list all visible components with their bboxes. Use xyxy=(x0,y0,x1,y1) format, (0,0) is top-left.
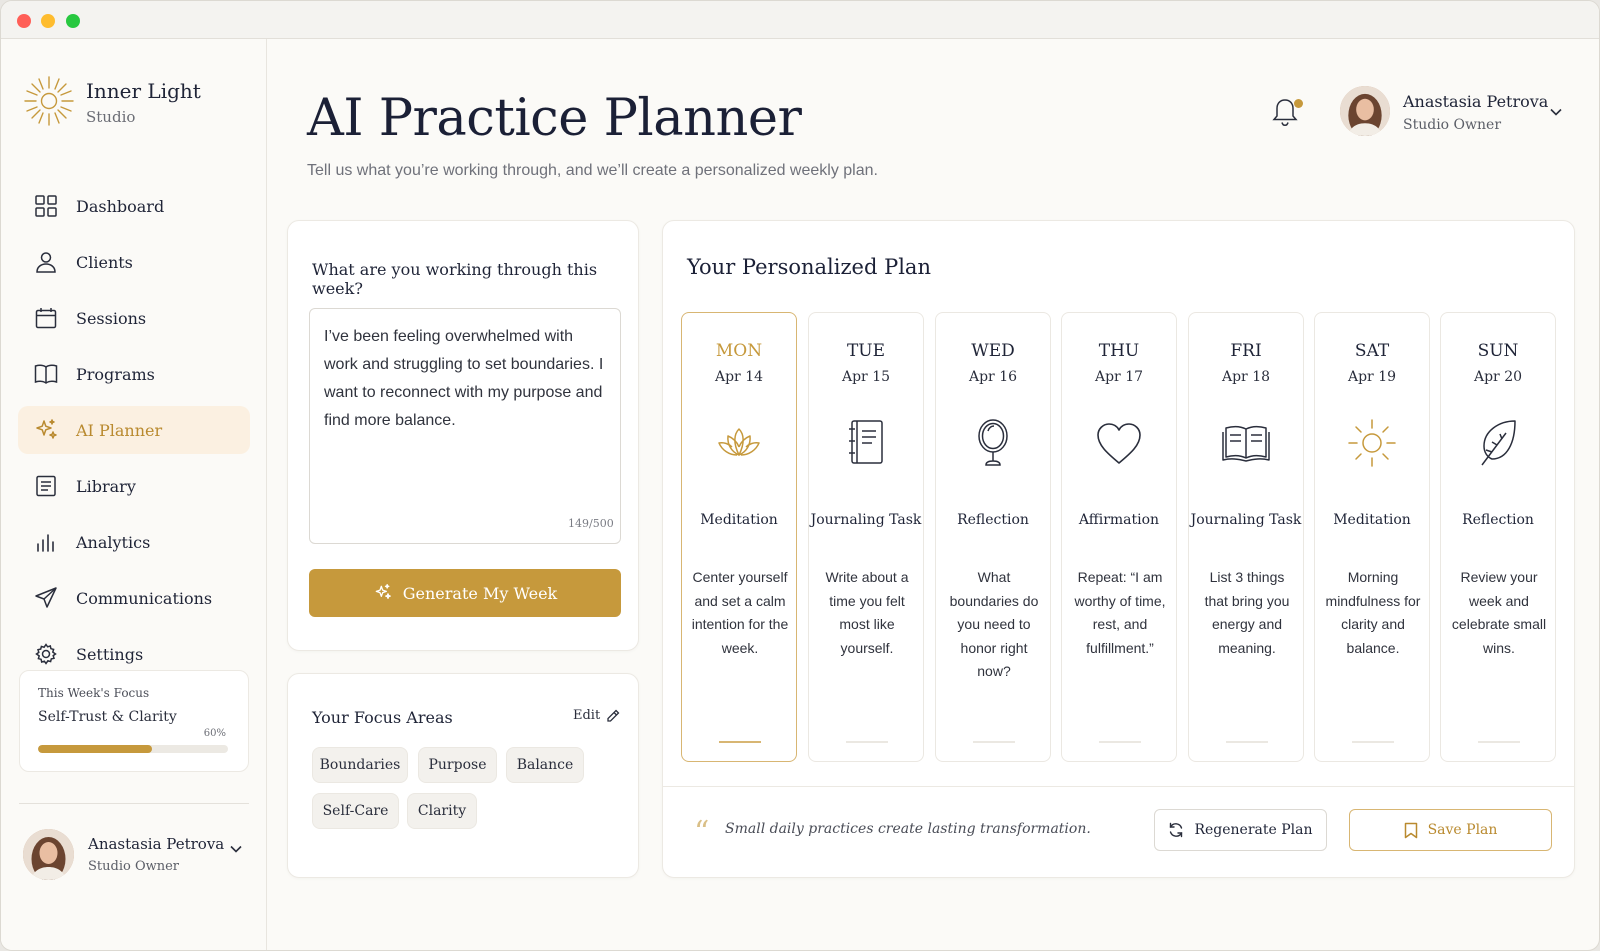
week-focus-percent: 60% xyxy=(203,728,226,739)
chevron-down-icon[interactable] xyxy=(1549,104,1563,123)
sun-icon xyxy=(1315,417,1429,469)
header-user-role: Studio Owner xyxy=(1403,117,1502,133)
sidebar-item-label: Sessions xyxy=(76,308,147,328)
leaf-icon xyxy=(1441,417,1555,469)
practice-description: Morning mindfulness for clarity and balance. xyxy=(1325,569,1421,656)
plan-title: Your Personalized Plan xyxy=(687,255,931,279)
focus-chip-self-care[interactable]: Self-Care xyxy=(312,793,399,829)
brand-name xyxy=(86,79,201,126)
focus-chip-clarity[interactable]: Clarity xyxy=(407,793,477,829)
day-card-thu[interactable] xyxy=(1061,312,1177,762)
day-name: WED xyxy=(971,341,1015,361)
day-card-mon[interactable] xyxy=(681,312,797,762)
practice-description: Center yourself and set a calm intention for the week. xyxy=(691,569,789,656)
sidebar-item-analytics[interactable] xyxy=(18,518,250,566)
sparkle-icon xyxy=(373,583,393,603)
sidebar-item-label: Library xyxy=(76,476,136,496)
regenerate-plan-label: Regenerate Plan xyxy=(1194,822,1313,838)
practice-type: Meditation xyxy=(700,512,778,528)
plan-quote: Small daily practices create lasting transformation. xyxy=(725,821,1091,837)
day-date: Apr 17 xyxy=(1094,369,1144,385)
bookmark-icon xyxy=(1404,822,1418,839)
sidebar-item-library[interactable] xyxy=(18,462,250,510)
sidebar-user-profile[interactable] xyxy=(23,829,253,885)
sidebar-user-role: Studio Owner xyxy=(88,859,180,874)
send-icon xyxy=(34,586,58,610)
sidebar-item-label: Analytics xyxy=(76,532,151,552)
sidebar-nav xyxy=(18,182,250,686)
day-date: Apr 20 xyxy=(1473,369,1523,385)
practice-type: Journaling Task xyxy=(1190,512,1302,528)
practice-description: Repeat: “I am worthy of time, rest, and fulfillment.” xyxy=(1074,569,1166,656)
quote-icon: “ xyxy=(694,815,710,850)
week-focus-progress-fill xyxy=(38,745,152,753)
day-indicator xyxy=(1226,741,1268,743)
week-description-textarea[interactable] xyxy=(309,308,621,544)
sidebar-item-clients[interactable] xyxy=(18,238,250,286)
notification-dot xyxy=(1294,99,1303,108)
refresh-icon xyxy=(1168,822,1184,838)
day-indicator xyxy=(1478,741,1520,743)
save-plan-button[interactable] xyxy=(1349,809,1552,851)
week-focus-title: This Week's Focus xyxy=(38,686,150,700)
week-input-card xyxy=(287,220,639,651)
sun-logo-icon xyxy=(23,75,75,127)
sidebar-item-dashboard[interactable] xyxy=(18,182,250,230)
day-indicator xyxy=(1352,741,1394,743)
day-name: SAT xyxy=(1354,341,1390,361)
sparkle-icon xyxy=(34,418,58,442)
document-icon xyxy=(34,474,58,498)
lotus-icon xyxy=(682,417,796,469)
day-card-fri[interactable] xyxy=(1188,312,1304,762)
practice-description: What boundaries do you need to honor right now? xyxy=(949,569,1039,679)
sidebar-item-sessions[interactable] xyxy=(18,294,250,342)
day-indicator xyxy=(973,741,1015,743)
title-bar xyxy=(1,1,1599,39)
practice-type: Affirmation xyxy=(1078,512,1160,528)
week-focus-card xyxy=(19,670,249,772)
day-card-sun[interactable] xyxy=(1440,312,1556,762)
sidebar-item-label: AI Planner xyxy=(76,420,163,440)
sidebar-user-name: Anastasia Petrova xyxy=(88,835,225,853)
day-date: Apr 18 xyxy=(1221,369,1271,385)
day-name: THU xyxy=(1098,341,1140,361)
day-date: Apr 14 xyxy=(714,369,764,385)
avatar xyxy=(1340,86,1390,136)
practice-type: Journaling Task xyxy=(810,512,922,528)
day-name: TUE xyxy=(846,341,886,361)
week-question-label: What are you working through this week? xyxy=(312,260,598,298)
day-card-sat[interactable] xyxy=(1314,312,1430,762)
week-focus-progress-bar xyxy=(38,745,228,753)
bar-chart-icon xyxy=(34,530,58,554)
book-icon xyxy=(34,362,58,386)
chevron-down-icon[interactable] xyxy=(229,841,243,860)
heart-icon xyxy=(1062,417,1176,469)
sidebar-item-label: Clients xyxy=(76,252,133,272)
mirror-icon xyxy=(936,417,1050,469)
grid-icon xyxy=(34,194,58,218)
sidebar-item-ai-planner[interactable] xyxy=(18,406,250,454)
plan-footer-divider xyxy=(663,786,1574,787)
day-name: SUN xyxy=(1477,341,1519,361)
gear-icon xyxy=(34,642,58,666)
day-card-tue[interactable] xyxy=(808,312,924,762)
character-count: 149/500 xyxy=(568,517,614,530)
day-date: Apr 15 xyxy=(841,369,891,385)
brand-subtitle: Studio xyxy=(86,108,136,126)
personalized-plan-card xyxy=(662,220,1575,878)
page-title: AI Practice Planner xyxy=(307,89,802,148)
practice-type: Reflection xyxy=(957,512,1029,528)
day-name: FRI xyxy=(1230,341,1262,361)
edit-label: Edit xyxy=(573,708,601,723)
practice-description: List 3 things that bring you energy and meaning. xyxy=(1204,569,1290,656)
day-date: Apr 16 xyxy=(968,369,1018,385)
minimize-window-button[interactable] xyxy=(41,14,55,28)
close-window-button[interactable] xyxy=(17,14,31,28)
regenerate-plan-button[interactable] xyxy=(1154,809,1327,851)
day-indicator xyxy=(1099,741,1141,743)
sidebar-item-communications[interactable] xyxy=(18,574,250,622)
sidebar-divider xyxy=(19,803,249,804)
generate-week-label: Generate My Week xyxy=(402,583,558,603)
notebook-icon xyxy=(809,417,923,469)
practice-type: Meditation xyxy=(1333,512,1411,528)
day-date: Apr 19 xyxy=(1347,369,1397,385)
header-user-name: Anastasia Petrova xyxy=(1403,92,1549,111)
save-plan-label: Save Plan xyxy=(1427,822,1498,838)
practice-description: Review your week and celebrate small wins. xyxy=(1451,569,1547,656)
sidebar-item-label: Dashboard xyxy=(76,196,165,216)
focus-chip-boundaries[interactable]: Boundaries xyxy=(312,747,408,783)
open-book-icon xyxy=(1189,417,1303,469)
brand-logo xyxy=(23,75,75,127)
maximize-window-button[interactable] xyxy=(66,14,80,28)
avatar xyxy=(23,829,74,880)
focus-areas-card xyxy=(287,673,639,878)
practice-description: Write about a time you felt most like yourself. xyxy=(825,569,909,656)
sidebar-item-programs[interactable] xyxy=(18,350,250,398)
day-card-wed[interactable] xyxy=(935,312,1051,762)
brand-title: Inner Light xyxy=(86,79,201,103)
practice-type: Reflection xyxy=(1462,512,1534,528)
calendar-icon xyxy=(34,306,58,330)
day-indicator xyxy=(846,741,888,743)
page-subtitle: Tell us what you’re working through, and we’ll create a personalized weekly plan. xyxy=(307,162,878,179)
pencil-icon xyxy=(606,709,620,723)
sidebar xyxy=(1,39,267,951)
edit-focus-areas-button[interactable] xyxy=(573,708,620,723)
week-focus-name: Self-Trust & Clarity xyxy=(38,709,177,725)
user-icon xyxy=(34,250,58,274)
focus-areas-title: Your Focus Areas xyxy=(312,708,453,727)
focus-chip-purpose[interactable]: Purpose xyxy=(418,747,497,783)
generate-week-button[interactable] xyxy=(309,569,621,617)
focus-chip-balance[interactable]: Balance xyxy=(506,747,584,783)
sidebar-item-label: Communications xyxy=(76,588,213,608)
sidebar-item-label: Programs xyxy=(76,364,155,384)
day-indicator xyxy=(719,741,761,743)
day-name: MON xyxy=(715,341,763,361)
sidebar-item-label: Settings xyxy=(76,644,144,664)
